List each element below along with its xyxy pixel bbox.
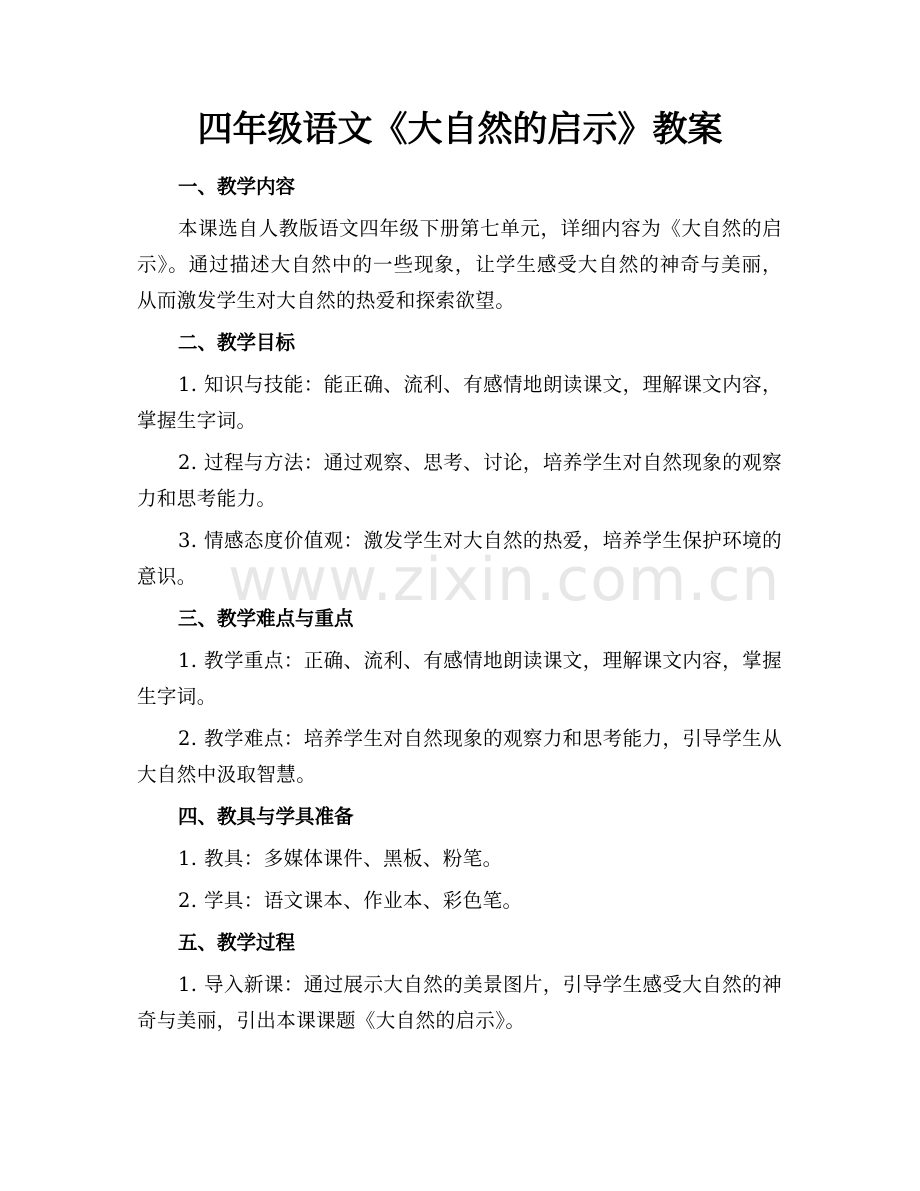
paragraph-material-1: 1. 教具：多媒体课件、黑板、粉笔。 [178,847,503,870]
section-heading-key-points: 三、教学难点与重点 [178,607,354,630]
document-title: 四年级语文《大自然的启示》教案 [197,109,723,150]
paragraph-content-intro: 本课选自人教版语文四年级下册第七单元，详细内容为《大自然的启示》。通过描述大自然中的一些现象，让学生感受大自然的神奇与美丽，从而激发学生对大自然的热爱和探索欲望。 [137,217,782,312]
paragraph-goal-2: 2. 过程与方法：通过观察、思考、讨论，培养学生对自然现象的观察力和思考能力。 [137,451,782,510]
document-body [137,169,782,1045]
paragraph-process-1: 1. 导入新课：通过展示大自然的美景图片，引导学生感受大自然的神奇与美丽，引出本课课题《大自然的启示》。 [137,973,782,1032]
paragraph-key-point-1: 1. 教学重点：正确、流利、有感情地朗读课文，理解课文内容，掌握生字词。 [137,649,782,708]
section-heading-content: 一、教学内容 [178,175,296,198]
paragraph-goal-3: 3. 情感态度价值观：激发学生对大自然的热爱，培养学生保护环境的意识。 [137,529,782,588]
paragraph-key-point-2: 2. 教学难点：培养学生对自然现象的观察力和思考能力，引导学生从大自然中汲取智慧。 [137,727,782,786]
section-heading-materials: 四、教具与学具准备 [178,805,354,828]
paragraph-goal-1: 1. 知识与技能：能正确、流利、有感情地朗读课文，理解课文内容，掌握生字词。 [137,373,782,432]
paragraph-material-2: 2. 学具：语文课本、作业本、彩色笔。 [178,889,523,912]
watermark: www.zixin.com.cn [228,545,781,615]
section-heading-process: 五、教学过程 [178,931,296,954]
section-heading-goals: 二、教学目标 [178,331,296,354]
